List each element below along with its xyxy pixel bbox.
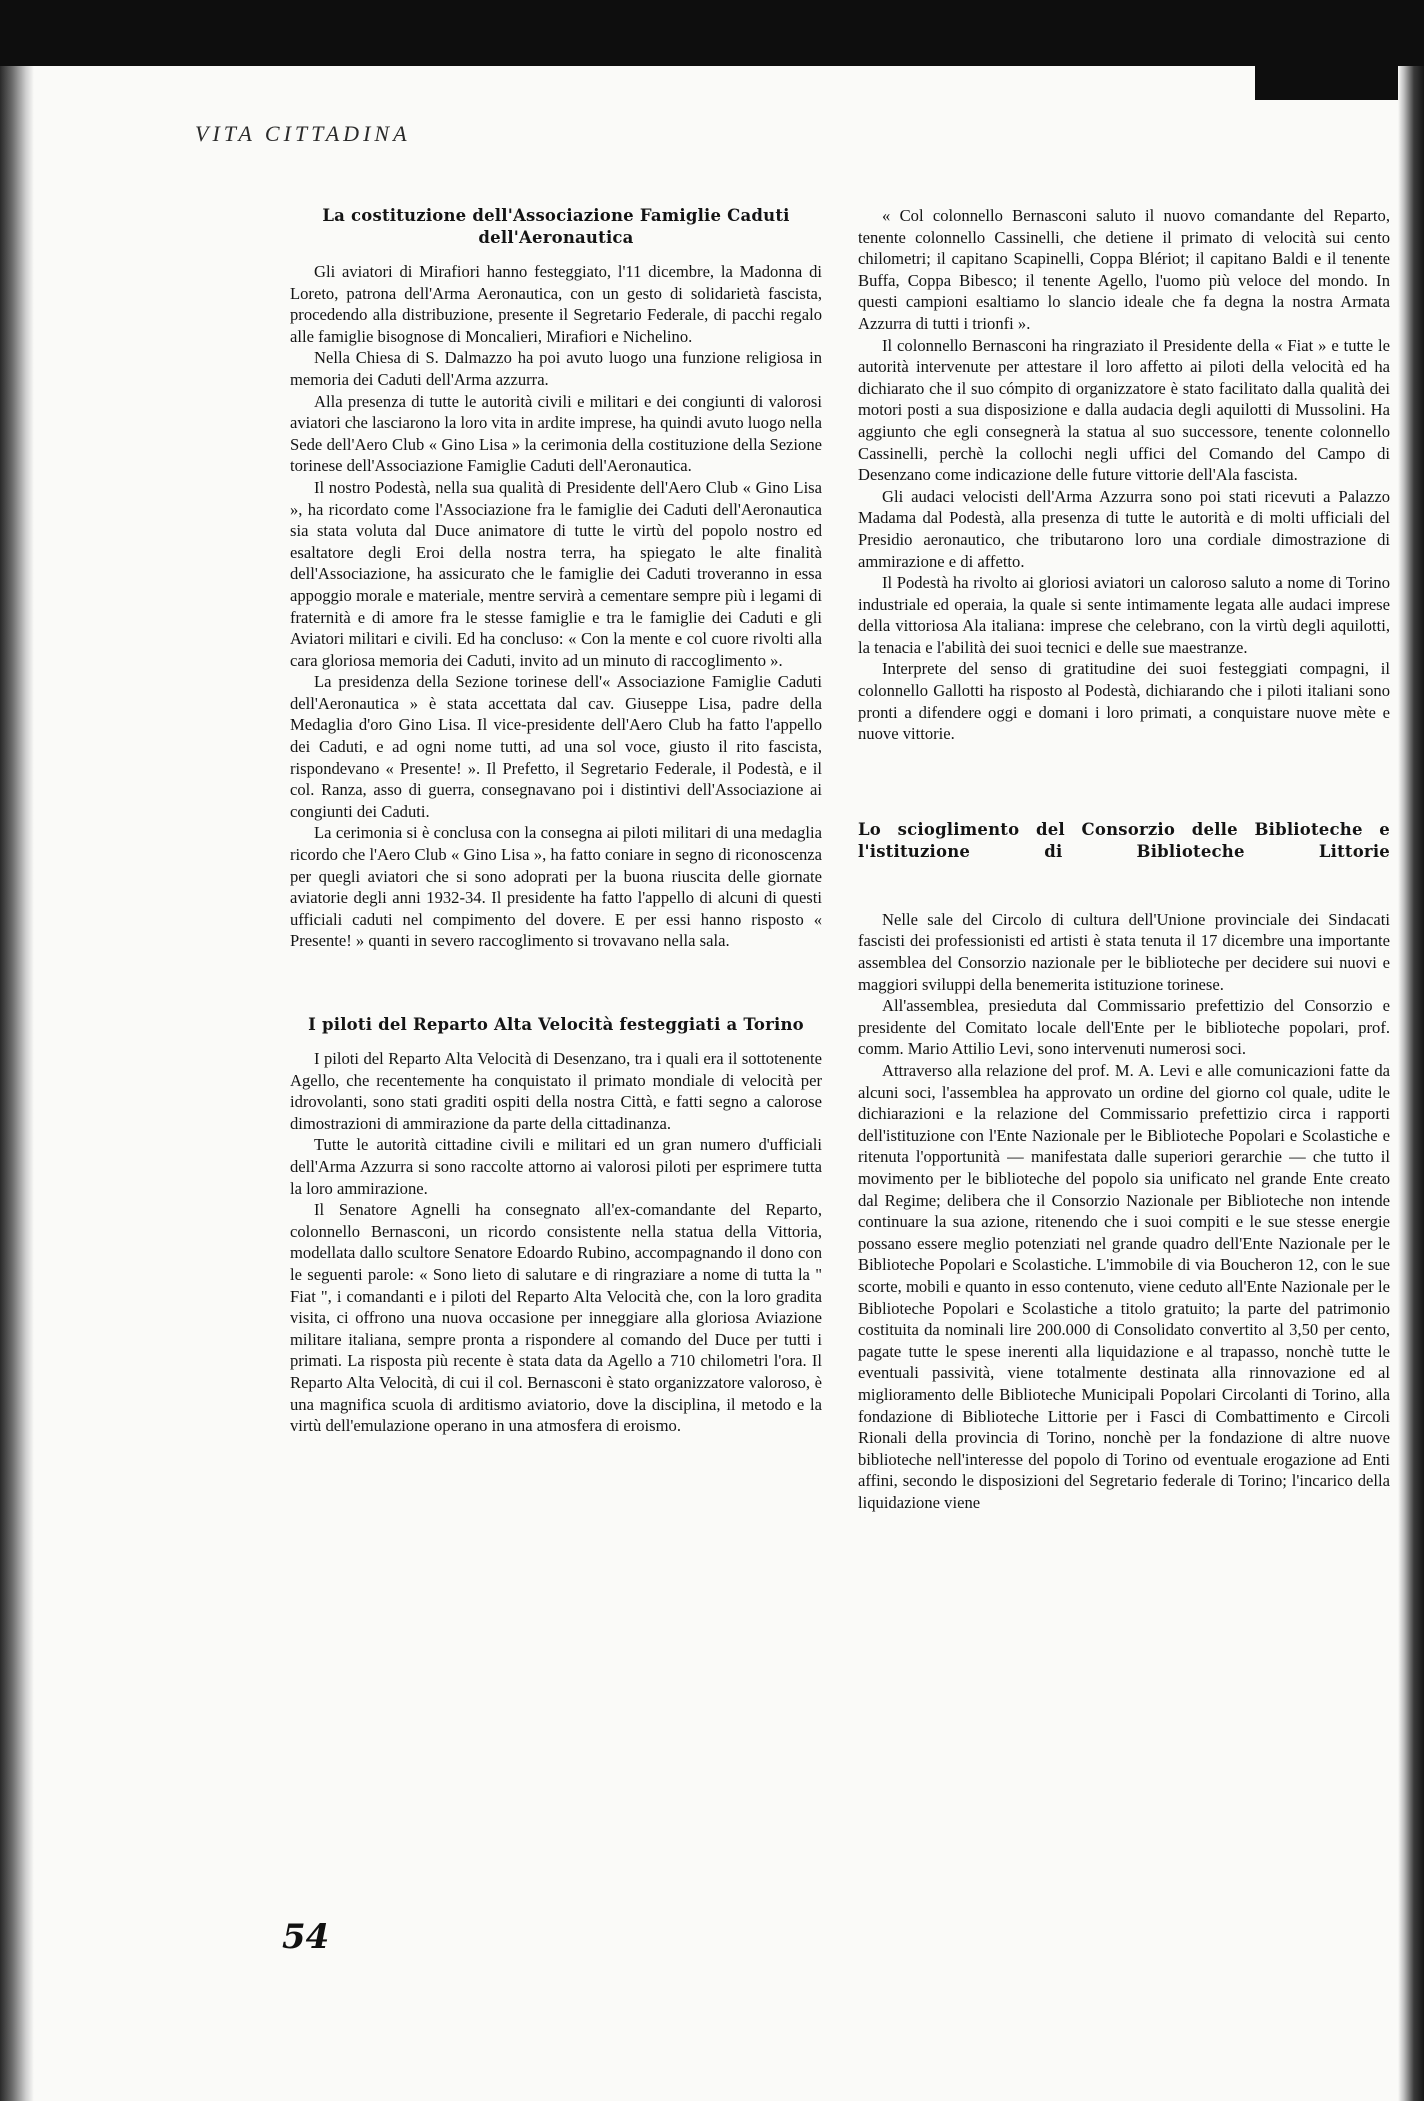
left-column (290, 205, 822, 1437)
article-title-associazione: La costituzione dell'Associazione Famiglie Caduti dell'Aeronautica (322, 206, 790, 247)
paragraph: All'assemblea, presieduta dal Commissario prefettizio del Consorzio e presidente del Comitato locale dell'Ente per le biblioteche popolari, prof. comm. Mario Attilio Levi, sono intervenuti numerosi soci. (858, 996, 1390, 1059)
paragraph: « Col colonnello Bernasconi saluto il nuovo comandante del Reparto, tenente colonnello Cassinelli, che detiene il primato di velocità sui cento chilometri; il capitano Scapinelli, Coppa Blériot; il capitano Baldi e il tenente Buffa, Coppa Bibesco; il tenente Agello, l'uomo più veloce del mondo. In questi campioni esaltiamo lo slancio ideale che fa degna la nostra Armata Azzurra di tutti i trionfi ». (858, 206, 1390, 333)
article-title-biblioteche: Lo scioglimento del Consorzio delle Biblioteche e l'istituzione di Biblioteche Littorie (858, 819, 1390, 861)
paragraph: Attraverso alla relazione del prof. M. A. Levi e alle comunicazioni fatte da alcuni soci, l'assemblea ha approvato un ordine del giorno col quale, udite le dichiarazioni e la relazione del Commissario prefettizio circa i rapporti dell'istituzione con l'Ente Nazionale per le Biblioteche Popolari e Scolastiche e ritenuta l'opportunità — manifestata dalle superiori gerarchie — che tutto il movimento per le biblioteche del popolo sia unificato nel grande Ente creato dal Regime; delibera che il Consorzio Nazionale per Biblioteche non intende continuare la sua azione, ritenendo che i suoi compiti e le sue stesse energie possano essere meglio potenziati nel grande quadro dell'Ente Nazionale per le Biblioteche Popolari e Scolastiche. L'immobile di via Boucheron 12, con le sue scorte, mobili e quanto in esso contenuto, viene ceduto all'Ente Nazionale per le Biblioteche Popolari e Scolastiche a titolo gratuito; la parte del patrimonio costituita da nominali lire 200.000 di Consolidato convertito al 3,50 per cento, pagate tutte le spese inerenti alla liquidazione e al trapasso, nonchè tutte le eventuali passività, viene totalmente destinata alla rinnovazione ed al miglioramento delle Biblioteche Municipali Popolari Circolanti di Torino, alla fondazione di Biblioteche Littorie per i Fasci di Combattimento e Circoli Rionali della provincia di Torino, nonchè per la fondazione di altre nuove biblioteche nell'interesse del popolo di Torino od eventuale erogazione ad Enti affini, secondo le disposizioni del Segretario federale di Torino; l'incarico della liquidazione viene (858, 1061, 1390, 1512)
right-column (858, 205, 1390, 1513)
paragraph: I piloti del Reparto Alta Velocità di Desenzano, tra i quali era il sottotenente Agello, che recentemente ha conquistato il primato mondiale di velocità per idrovolanti, sono stati graditi ospiti della nostra Città, e fatti segno a calorose dimostrazioni di ammirazione da parte della cittadinanza. (290, 1049, 822, 1133)
running-header: VITA CITTADINA (195, 121, 411, 146)
paragraph: Nella Chiesa di S. Dalmazzo ha poi avuto luogo una funzione religiosa in memoria dei Caduti dell'Arma azzurra. (290, 348, 822, 389)
paragraph: Alla presenza di tutte le autorità civili e militari e dei congiunti di valorosi aviatori che lasciarono la loro vita in ardite imprese, ha quindi avuto luogo nella Sede dell'Aero Club « Gino Lisa » la cerimonia della costituzione della Sezione torinese dell'Associazione Famiglie Caduti dell'Aeronautica. (290, 391, 822, 476)
paragraph: Gli aviatori di Mirafiori hanno festeggiato, l'11 dicembre, la Madonna di Loreto, patrona dell'Arma Aeronautica, con un gesto di solidarietà fascista, procedendo alla distribuzione, presente il Segretario Federale, di pacchi regalo alle famiglie bisognose di Moncalieri, Mirafiori e Nichelino. (290, 262, 822, 346)
paragraph: Tutte le autorità cittadine civili e militari ed un gran numero d'ufficiali dell'Arma Azzurra si sono raccolte attorno ai valorosi piloti per esprimere tutta la loro ammirazione. (290, 1135, 822, 1198)
paragraph: Il Senatore Agnelli ha consegnato all'ex-comandante del Reparto, colonnello Bernasconi, un ricordo consistente nella statua della Vittoria, modellata dallo scultore Senatore Edoardo Rubino, accompagnando il dono con le seguenti parole: « Sono lieto di salutare e di ringraziare a nome di tutta la " Fiat ", i comandanti e i piloti del Reparto Alta Velocità che, con la loro gradita visita, ci offrono una nuova occasione per inneggiare alla gloriosa Aviazione militare italiana, sempre pronta a rispondere al comando del Duce per tutti i primati. La risposta più recente è stata data da Agello a 710 chilometri l'ora. Il Reparto Alta Velocità, di cui il col. Bernasconi è stato organizzatore valoroso, è una magnifica scuola di arditismo aviatorio, dove la disciplina, il metodo e la virtù dell'emulazione operano in una atmosfera di eroismo. (290, 1200, 822, 1436)
paragraph: Nelle sale del Circolo di cultura dell'Unione provinciale dei Sindacati fascisti dei professionisti ed artisti è stata tenuta il 17 dicembre una importante assemblea del Consorzio nazionale per le biblioteche per decidere sui nuovi e maggiori sviluppi della benemerita istituzione torinese. (858, 909, 1390, 994)
paragraph: Il Podestà ha rivolto ai gloriosi aviatori un caloroso saluto a nome di Torino industriale ed operaia, la quale si sente intimamente legata alle audaci imprese della vittoriosa Ala italiana: imprese che celebrano, con la virtù degli aquilotti, la tenacia e l'abilità dei suoi tecnici e delle sue maestranze. (858, 573, 1390, 657)
paragraph: La presidenza della Sezione torinese dell'« Associazione Famiglie Caduti dell'Aeronautica » è stata accettata dal cav. Giuseppe Lisa, padre della Medaglia d'oro Gino Lisa. Il vice-presidente dell'Aero Club ha fatto l'appello dei Caduti, e ad ogni nome tutti, ad una sol voce, giusto il rito fascista, rispondevano « Presente! ». Il Prefetto, il Segretario Federale, il Podestà, e il col. Ranza, asso di guerra, consegnavano poi i distintivi dell'Associazione ai congiunti dei Caduti. (290, 672, 822, 821)
paragraph: Il nostro Podestà, nella sua qualità di Presidente dell'Aero Club « Gino Lisa », ha ricordato come l'Associazione fra le famiglie dei Caduti dell'Aeronautica sia stata voluta dal Duce animatore di tutte le virtù del popolo nostro ed esaltatore degli Eroi della nostra terra, ha spiegato le alte finalità dell'Associazione, ha assicurato che le famiglie dei Caduti troveranno in essa appoggio morale e materiale, mentre servirà a cementare sempre più i legami di fraternità e di amore fra le stesse famiglie e tra le famiglie dei Caduti e gli Aviatori militari e civili. Ed ha concluso: « Con la mente e col cuore rivolti alla cara gloriosa memoria dei Caduti, invito ad un minuto di raccoglimento ». (290, 477, 822, 670)
paragraph: Il colonnello Bernasconi ha ringraziato il Presidente della « Fiat » e tutte le autorità intervenute per attestare il loro affetto ai piloti della velocità ed ha dichiarato che il suo cómpito di organizzatore è stato facilitato dalla qualità dei motori posti a sua disposizione e dalla audacia degli aquilotti di Mussolini. Ha aggiunto che egli consegnerà la statua al suo successore, tenente colonnello Cassinelli, perchè la collochi negli uffici del Comando del Campo di Desenzano come indicazione delle future vittorie dell'Ala fascista. (858, 335, 1390, 485)
paragraph: Gli audaci velocisti dell'Arma Azzurra sono poi stati ricevuti a Palazzo Madama dal Podestà, alla presenza di tutte le autorità e di molti ufficiali del Presidio aeronautico, che tributarono loro una cordiale dimostrazione di ammirazione e di affetto. (858, 486, 1390, 571)
page-number: 54 (282, 1917, 330, 1957)
article-title-piloti: I piloti del Reparto Alta Velocità festeggiati a Torino (308, 1015, 804, 1034)
paragraph: La cerimonia si è conclusa con la consegna ai piloti militari di una medaglia ricordo che l'Aero Club « Gino Lisa », ha fatto coniare in segno di riconoscenza per quegli aviatori che si sono adoprati per la buona riuscita delle giornate aviatorie degli anni 1932-34. Il presidente ha fatto l'appello di alcuni di questi ufficiali caduti nel compimento del dovere. E per essi hanno risposto « Presente! » quanti in severo raccoglimento si trovavano nella sala. (290, 823, 822, 951)
paragraph: Interprete del senso di gratitudine dei suoi festeggiati compagni, il colonnello Gallotti ha risposto al Podestà, dichiarando che i piloti italiani sono pronti a difendere oggi e domani i loro primati, a conquistare nuove mète e nuove vittorie. (858, 659, 1390, 744)
